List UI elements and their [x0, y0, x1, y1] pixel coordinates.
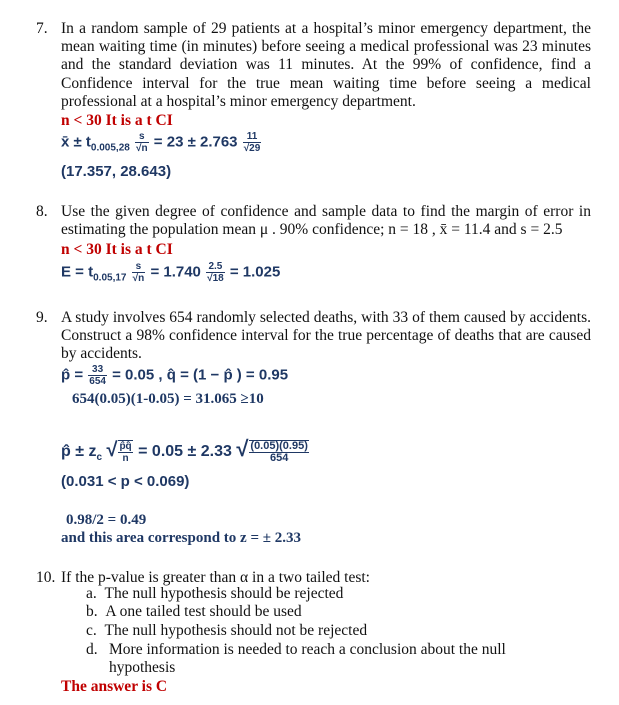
q10-answer: The answer is C [61, 678, 168, 695]
q10-option-c: c. The null hypothesis should not be rejected [86, 622, 368, 639]
q10-option-d: d. More information is needed to reach a conclusion about the null hypothesis [86, 641, 506, 676]
q9-text: A study involves 654 randomly selected deaths, with 33 of them caused by accidents. Construct a 98% confidence interval for the true percentage of deaths that are caused by accidents. [61, 309, 591, 363]
q9-area: and this area correspond to z = ± 2.33 [61, 530, 301, 546]
q8-formula: $E = t_{0.05,17}$ $\frac{s}{√n}$ = 1.740 $\frac{2.5}{√18}$ = 1.025 [61, 261, 281, 284]
q10-text: If the p-value is greater than α in a two tailed test: [61, 569, 370, 586]
q9-p-hat: p̂ = $\frac{33}{654}$ = 0.05 , q̂ = (1 − p̂ ) = 0.95 [61, 364, 289, 387]
q7-formula: x̄ ± $t_{0.005,28}$ $\frac{s}{√n}$ = 23 ± 2.763 $\frac{11}{√29}$ [61, 131, 261, 154]
q10-option-a: a. The null hypothesis should be rejected [86, 585, 344, 602]
q7-interval: (17.357, 28.643) [61, 163, 172, 180]
q7-text: In a random sample of 29 patients at a hospital’s minor emergency department, the mean waiting time (in minutes) before seeing a medical professional was 23 minutes and the standard deviation was 11 minutes. At the 99% of confidence, find a Confidence interval for the true mean waiting time before seeing a medical professional at a hospital’s minor emergency department. [61, 20, 591, 110]
q10-option-b: b. A one tailed test should be used [86, 603, 302, 620]
q9-check: 654(0.05)(1-0.05) = 31.065 ≥10 [72, 391, 264, 407]
q9-half: 0.98/2 = 0.49 [66, 512, 147, 528]
q8-number: 8. [36, 203, 48, 220]
q7-number: 7. [36, 20, 48, 37]
q7-note: n < 30 It is a t CI [61, 112, 173, 129]
q8-text: Use the given degree of confidence and sample data to find the margin of error in estimating the population mean μ . 90% confidence; n = 18 , x̄ = 11.4 and s = 2.5 [61, 203, 591, 239]
q8-note: n < 30 It is a t CI [61, 241, 173, 258]
q9-interval: (0.031 < p < 0.069) [61, 473, 190, 490]
q9-ci-formula: p̂ ± $z_c$ √ $\frac{p̂q̂}{n}$ = 0.05 ± 2.33 √ $\frac{(0.05)(0.95)}{654}$ [61, 436, 308, 464]
q9-number: 9. [36, 309, 48, 326]
q10-number: 10. [36, 569, 56, 586]
